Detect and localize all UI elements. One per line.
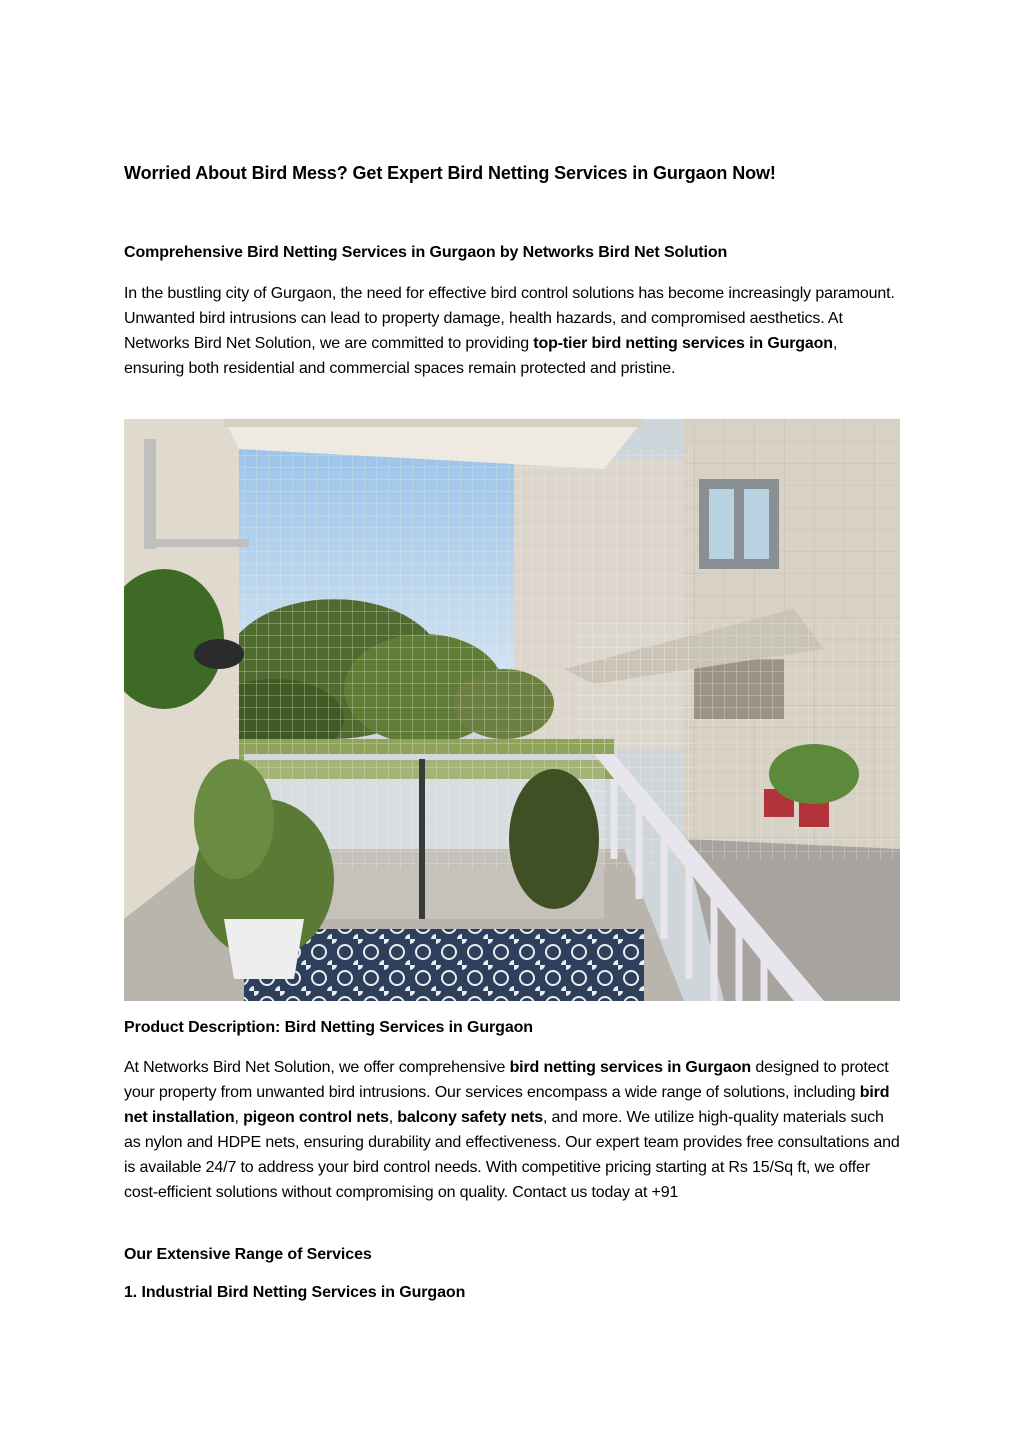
section-heading-product-description: Product Description: Bird Netting Services in Gurgaon bbox=[124, 1019, 533, 1036]
intro-paragraph bbox=[124, 281, 900, 381]
product-bold-d: bird net installation bbox=[124, 1084, 890, 1126]
intro-text: In the bustling city of Gurgaon, the need for effective bird control solutions has become increasingly paramount. Unwanted bird intrusions can lead to property damage, health hazards, and compromised aesthetics. At Networks Bird Net Solution, we are committed to providing bbox=[124, 285, 895, 352]
product-bold-h: balcony safety nets bbox=[397, 1109, 543, 1126]
balcony-net-photo bbox=[124, 419, 900, 1001]
product-bold-b: bird netting services in Gurgaon bbox=[509, 1059, 752, 1076]
section-heading-comprehensive: Comprehensive Bird Netting Services in Gurgaon by Networks Bird Net Solution bbox=[124, 244, 728, 261]
product-text-e: , bbox=[234, 1109, 244, 1126]
product-description-paragraph bbox=[124, 1055, 900, 1205]
intro-bold-text: top-tier bird netting services in Gurgaon bbox=[533, 335, 833, 352]
document-title: Worried About Bird Mess? Get Expert Bird Netting Services in Gurgaon Now! bbox=[124, 163, 776, 183]
service-item-industrial: 1. Industrial Bird Netting Services in Gurgaon bbox=[124, 1284, 466, 1301]
product-text-c: designed to protect your property from unwanted bird intrusions. Our services encompass a wide range of solutions, including bbox=[124, 1059, 889, 1101]
section-heading-range-of-services: Our Extensive Range of Services bbox=[124, 1246, 372, 1263]
product-text-g: , bbox=[388, 1109, 398, 1126]
product-text-a: At Networks Bird Net Solution, we offer comprehensive bbox=[124, 1059, 510, 1076]
product-bold-f: pigeon control nets bbox=[243, 1109, 389, 1126]
product-text-i: , and more. We utilize high-quality materials such as nylon and HDPE nets, ensuring durability and effectiveness. Our expert team provides free consultations and is available 24/7 to address your bird control needs. With competitive pricing starting at Rs 15/Sq ft, we offer cost-efficient solutions without compromising on quality. Contact us today at +91 bbox=[124, 1109, 900, 1201]
intro-text-end: , ensuring both residential and commercial spaces remain protected and pristine. bbox=[124, 335, 838, 377]
